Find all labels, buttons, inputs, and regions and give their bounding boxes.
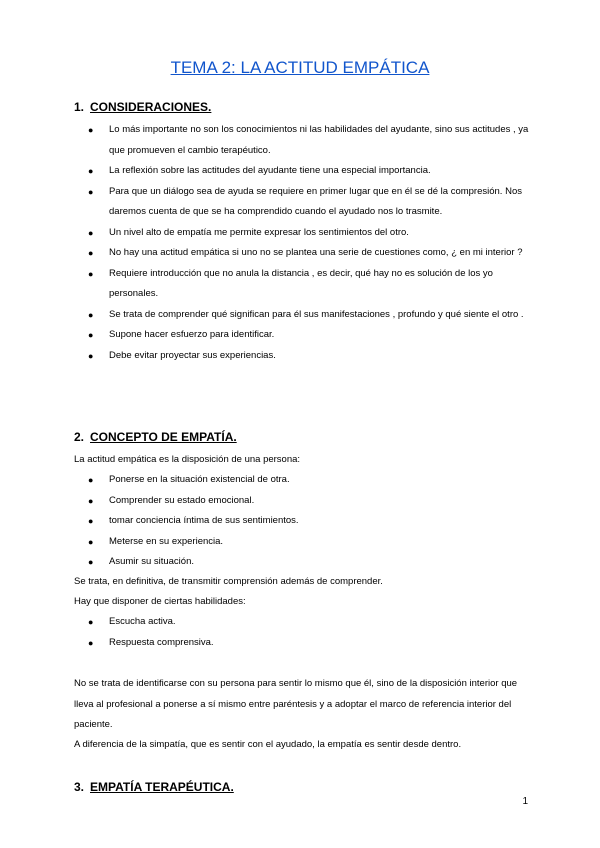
section-3-title: EMPATÍA TERAPÉUTICA.: [90, 780, 234, 794]
list-item: ● Para que un diálogo sea de ayuda se requiere en primer lugar que en él se dé la compresión. Nos daremos cuenta de que se ha comprendido cuando el ayudado nos lo trasmite.: [74, 182, 534, 223]
list-item: ● Comprender su estado emocional.: [74, 491, 534, 512]
section-2-intro: La actitud empática es la disposición de una persona:: [74, 454, 301, 465]
list-item: ● Requiere introducción que no anula la distancia , es decir, qué hay no es solución de los yo personales.: [74, 264, 534, 305]
section-1-list: [74, 120, 534, 366]
document-title: TEMA 2: LA ACTITUD EMPÁTICA: [170, 58, 430, 77]
bullet-icon: ●: [88, 475, 94, 485]
section-2-para-2: Hay que disponer de ciertas habilidades:: [74, 596, 246, 607]
section-3-heading: [74, 780, 234, 794]
bullet-icon: ●: [88, 495, 94, 506]
section-1-number: 1.: [74, 100, 85, 114]
list-item: ● Supone hacer esfuerzo para identificar.: [74, 325, 534, 346]
section-2-list: [74, 470, 534, 573]
section-2-para-4: A diferencia de la simpatía, que es sentir con el ayudado, la empatía es sentir desde dentro.: [74, 739, 462, 750]
section-2-para-1: Se trata, en definitiva, de transmitir comprensión además de comprender.: [74, 576, 383, 587]
list-item: ● Debe evitar proyectar sus experiencias.: [74, 346, 534, 367]
section-1-title: CONSIDERACIONES.: [90, 100, 212, 114]
list-item: ● tomar conciencia íntima de sus sentimientos.: [74, 511, 534, 532]
bullet-icon: ●: [88, 227, 94, 238]
page-number: 1: [522, 796, 528, 807]
bullet-icon: ●: [88, 166, 94, 176]
section-2-para-3: No se trata de identificarse con su persona para sentir lo mismo que él, sino de la disposición interior que lleva al profesional a ponerse a sí mismo entre paréntesis y a adoptar el marco de referencia interior del paciente.: [74, 678, 518, 730]
bullet-icon: ●: [88, 330, 94, 340]
bullet-icon: ●: [88, 536, 94, 547]
list-item: ● Se trata de comprender qué significan para él sus manifestaciones , profundo y qué siente el otro .: [74, 305, 534, 326]
bullet-icon: ●: [88, 350, 94, 361]
bullet-icon: ●: [88, 516, 94, 526]
bullet-icon: ●: [88, 268, 94, 279]
section-2-heading: [74, 430, 237, 444]
bullet-icon: ●: [88, 617, 94, 627]
section-3-number: 3.: [74, 780, 85, 794]
section-2-title: CONCEPTO DE EMPATÍA.: [90, 430, 237, 444]
bullet-icon: ●: [88, 125, 94, 135]
bullet-icon: ●: [88, 186, 94, 197]
list-item: ● Un nivel alto de empatía me permite expresar los sentimientos del otro.: [74, 223, 534, 244]
list-item: ● Meterse en su experiencia.: [74, 532, 534, 553]
list-item: ● La reflexión sobre las actitudes del ayudante tiene una especial importancia.: [74, 161, 534, 182]
section-2-number: 2.: [74, 430, 85, 444]
bullet-icon: ●: [88, 637, 94, 648]
list-item: ● No hay una actitud empática si uno no se plantea una serie de cuestiones como, ¿ en mi interior ?: [74, 243, 534, 264]
section-2-skills-list: [74, 612, 534, 653]
list-item: ● Ponerse en la situación existencial de otra.: [74, 470, 534, 491]
bullet-icon: ●: [88, 309, 94, 320]
bullet-icon: ●: [88, 557, 94, 567]
list-item: ● Asumir su situación.: [74, 552, 534, 573]
list-item: ● Lo más importante no son los conocimientos ni las habilidades del ayudante, sino sus actitudes , ya que promueven el cambio terapéutico.: [74, 120, 534, 161]
bullet-icon: ●: [88, 248, 94, 258]
list-item: ● Respuesta comprensiva.: [74, 633, 534, 654]
list-item: ● Escucha activa.: [74, 612, 534, 633]
section-1-heading: [74, 100, 211, 114]
